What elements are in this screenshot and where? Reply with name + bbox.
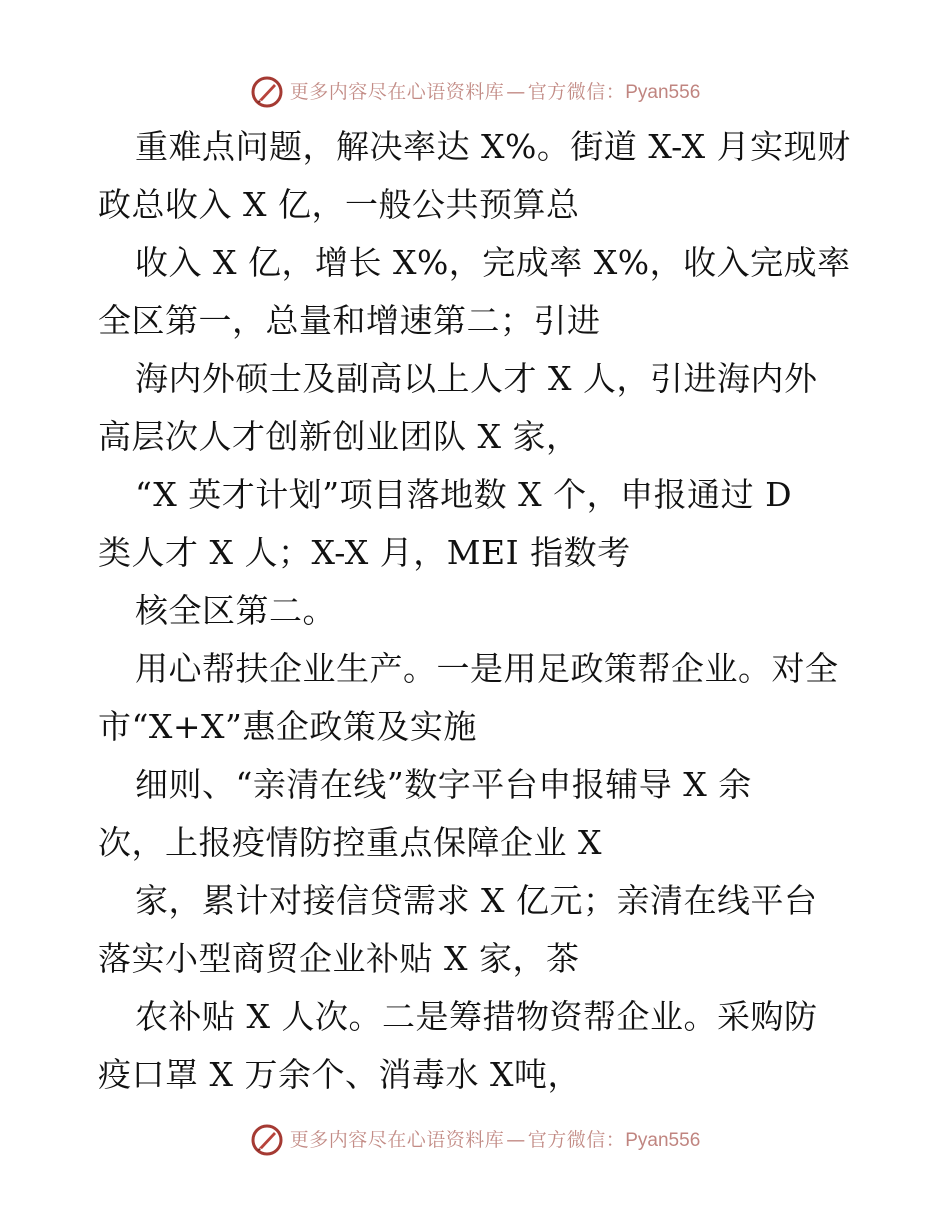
quill-pen-circle-icon <box>250 75 284 109</box>
text-line: 核全区第二。 <box>135 591 336 630</box>
text-line: 全区第一，总量和增速第二；引进 <box>98 301 601 340</box>
quill-pen-circle-icon <box>250 1123 284 1157</box>
text-line: 细则、“亲清在线”数字平台申报辅导 X 余 <box>135 765 752 804</box>
text-line: 家，累计对接信贷需求 X 亿元；亲清在线平台 <box>135 881 818 920</box>
text-line: 类人才 X 人；X-X 月，MEI 指数考 <box>98 533 631 572</box>
watermark-separator: — <box>506 80 526 103</box>
watermark-suffix: 官方微信： <box>527 1128 626 1151</box>
watermark-text: 更多内容尽在心语资料库 <box>289 80 505 103</box>
header-watermark <box>0 72 950 112</box>
watermark-separator: — <box>506 1128 526 1151</box>
text-line: 次，上报疫情防控重点保障企业 X <box>98 823 602 862</box>
text-line: 市“X+X”惠企政策及实施 <box>98 707 477 746</box>
text-line: 重难点问题，解决率达 X%。街道 X-X 月实现财 <box>135 127 851 166</box>
watermark-account: Pyan556 <box>625 1129 701 1151</box>
text-line: 政总收入 X 亿，一般公共预算总 <box>98 185 580 224</box>
text-line: “X 英才计划”项目落地数 X 个，申报通过 D <box>135 475 793 514</box>
document-body <box>98 118 858 1104</box>
text-line: 海内外硕士及副高以上人才 X 人，引进海内外 <box>135 359 818 398</box>
text-line: 用心帮扶企业生产。一是用足政策帮企业。对全 <box>135 649 839 688</box>
text-line: 农补贴 X 人次。二是筹措物资帮企业。采购防 <box>135 997 818 1036</box>
watermark-text: 更多内容尽在心语资料库 <box>289 1128 505 1151</box>
watermark-suffix: 官方微信： <box>527 80 626 103</box>
footer-watermark <box>0 1120 950 1160</box>
text-line: 落实小型商贸企业补贴 X 家，茶 <box>98 939 580 978</box>
text-line: 高层次人才创新创业团队 X 家， <box>98 417 580 456</box>
text-line: 收入 X 亿，增长 X%，完成率 X%，收入完成率 <box>135 243 851 282</box>
watermark-account: Pyan556 <box>625 81 701 103</box>
text-line: 疫口罩 X 万余个、消毒水 X吨， <box>98 1055 581 1094</box>
